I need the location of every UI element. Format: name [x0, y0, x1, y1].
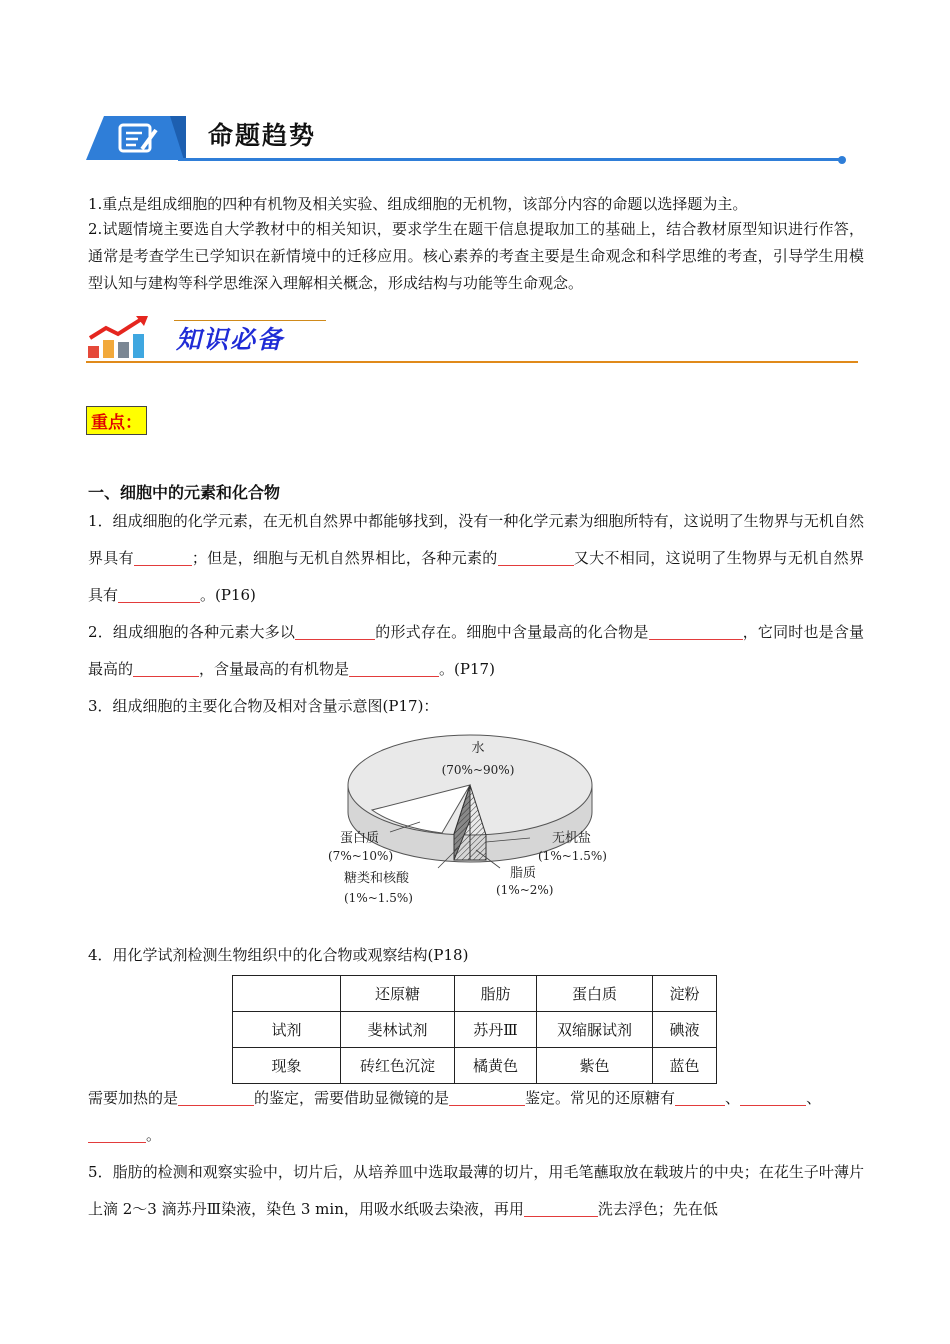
table-cell: 碘液	[653, 1012, 717, 1048]
table-cell: 还原糖	[341, 976, 455, 1012]
pie-range-protein: (7%~10%)	[328, 849, 394, 863]
answer-blank[interactable]	[498, 548, 574, 566]
answer-blank[interactable]	[675, 1088, 725, 1106]
table-cell: 斐林试剂	[341, 1012, 455, 1048]
pie-label-water: 水	[471, 741, 485, 756]
growth-chart-icon	[86, 314, 154, 360]
answer-blank[interactable]	[133, 659, 199, 677]
pie-label-lipid: 脂质	[510, 866, 537, 881]
pie-range-sugar-nucleic: (1%~1.5%)	[344, 891, 413, 905]
table-cell: 脂肪	[455, 976, 537, 1012]
intro-paragraph-2: 2.试题情境主要选自大学教材中的相关知识，要求学生在题干信息提取加工的基础上，结合教材原型知识进行作答，通常是考查学生已学知识在新情境中的迁移应用。核心素养的考查主要是生命观念和科学思维的考查，引导学生用模型认知与建构等科学思维深入理解相关概念，形成结构与功能等生命观念。	[88, 220, 864, 292]
pie-label-sugar-nucleic: 糖类和核酸	[344, 871, 410, 886]
table-row	[233, 1012, 717, 1048]
section-title-trend: 命题趋势	[208, 121, 317, 150]
pie-range-lipid: (1%~2%)	[496, 883, 554, 897]
table-cell: 苏丹Ⅲ	[455, 1012, 537, 1048]
pie-label-protein: 蛋白质	[340, 831, 380, 846]
answer-blank[interactable]	[118, 585, 200, 603]
reagent-table	[232, 975, 717, 1084]
question-1: 1．组成细胞的化学元素，在无机自然界中都能够找到，没有一种化学元素为细胞所特有，这说明了生物界与无机自然界具有 ；但是，细胞与无机自然界相比，各种元素的 又大不相同，这说明了生物界与无机自然界具有 。(P16)	[88, 512, 864, 604]
intro-paragraph-1: 1.重点是组成细胞的四种有机物及相关实验、组成细胞的无机物，该部分内容的命题以选择题为主。	[88, 195, 748, 213]
answer-blank[interactable]	[524, 1199, 598, 1217]
answer-blank[interactable]	[178, 1088, 254, 1106]
question-4-followup: 需要加热的是 的鉴定，需要借助显微镜的是 鉴定。常见的还原糖有 、 、 。	[88, 1089, 822, 1144]
table-cell: 现象	[233, 1048, 341, 1084]
table-header-row	[233, 976, 717, 1012]
table-cell: 紫色	[537, 1048, 653, 1084]
pie-range-salt: (1%~1.5%)	[538, 849, 607, 863]
table-cell: 橘黄色	[455, 1048, 537, 1084]
table-cell: 双缩脲试剂	[537, 1012, 653, 1048]
pie-range-water: (70%~90%)	[441, 763, 515, 777]
pie-label-salt: 无机盐	[552, 831, 592, 846]
answer-blank[interactable]	[134, 548, 192, 566]
question-4: 4．用化学试剂检测生物组织中的化合物或观察结构(P18)	[88, 946, 469, 964]
question-3: 3．组成细胞的主要化合物及相对含量示意图(P17)：	[88, 697, 439, 715]
question-5: 5．脂肪的检测和观察实验中，切片后，从培养皿中选取最薄的切片，用毛笔蘸取放在载玻片的中央；在花生子叶薄片上滴 2～3 滴苏丹Ⅲ染液，染色 3 min，用吸水纸吸去染液，再用 洗去浮色；先在低	[88, 1163, 864, 1218]
key-points-badge: 重点：	[86, 406, 147, 435]
section-title-knowledge: 知识必备	[176, 325, 285, 354]
section-heading-elements: 一、细胞中的元素和化合物	[88, 483, 281, 502]
answer-blank[interactable]	[88, 1125, 146, 1143]
section-header-knowledge	[86, 314, 858, 368]
answer-blank[interactable]	[295, 622, 375, 640]
header-rule-orange	[86, 361, 858, 363]
table-row	[233, 1048, 717, 1084]
table-cell: 蛋白质	[537, 976, 653, 1012]
compound-pie-chart	[320, 730, 630, 910]
answer-blank[interactable]	[349, 659, 439, 677]
answer-blank[interactable]	[649, 622, 743, 640]
question-2: 2．组成细胞的各种元素大多以 的形式存在。细胞中含量最高的化合物是 ，它同时也是含量最高的 ，含量最高的有机物是 。(P17)	[88, 623, 864, 678]
table-cell: 淀粉	[653, 976, 717, 1012]
answer-blank[interactable]	[449, 1088, 525, 1106]
header-rule	[178, 158, 844, 161]
section-header-trend	[86, 112, 848, 164]
header-rule-dot	[838, 156, 846, 164]
table-cell: 试剂	[233, 1012, 341, 1048]
answer-blank[interactable]	[740, 1088, 806, 1106]
table-cell: 砖红色沉淀	[341, 1048, 455, 1084]
table-cell	[233, 976, 341, 1012]
table-cell: 蓝色	[653, 1048, 717, 1084]
notepad-icon	[86, 116, 186, 160]
